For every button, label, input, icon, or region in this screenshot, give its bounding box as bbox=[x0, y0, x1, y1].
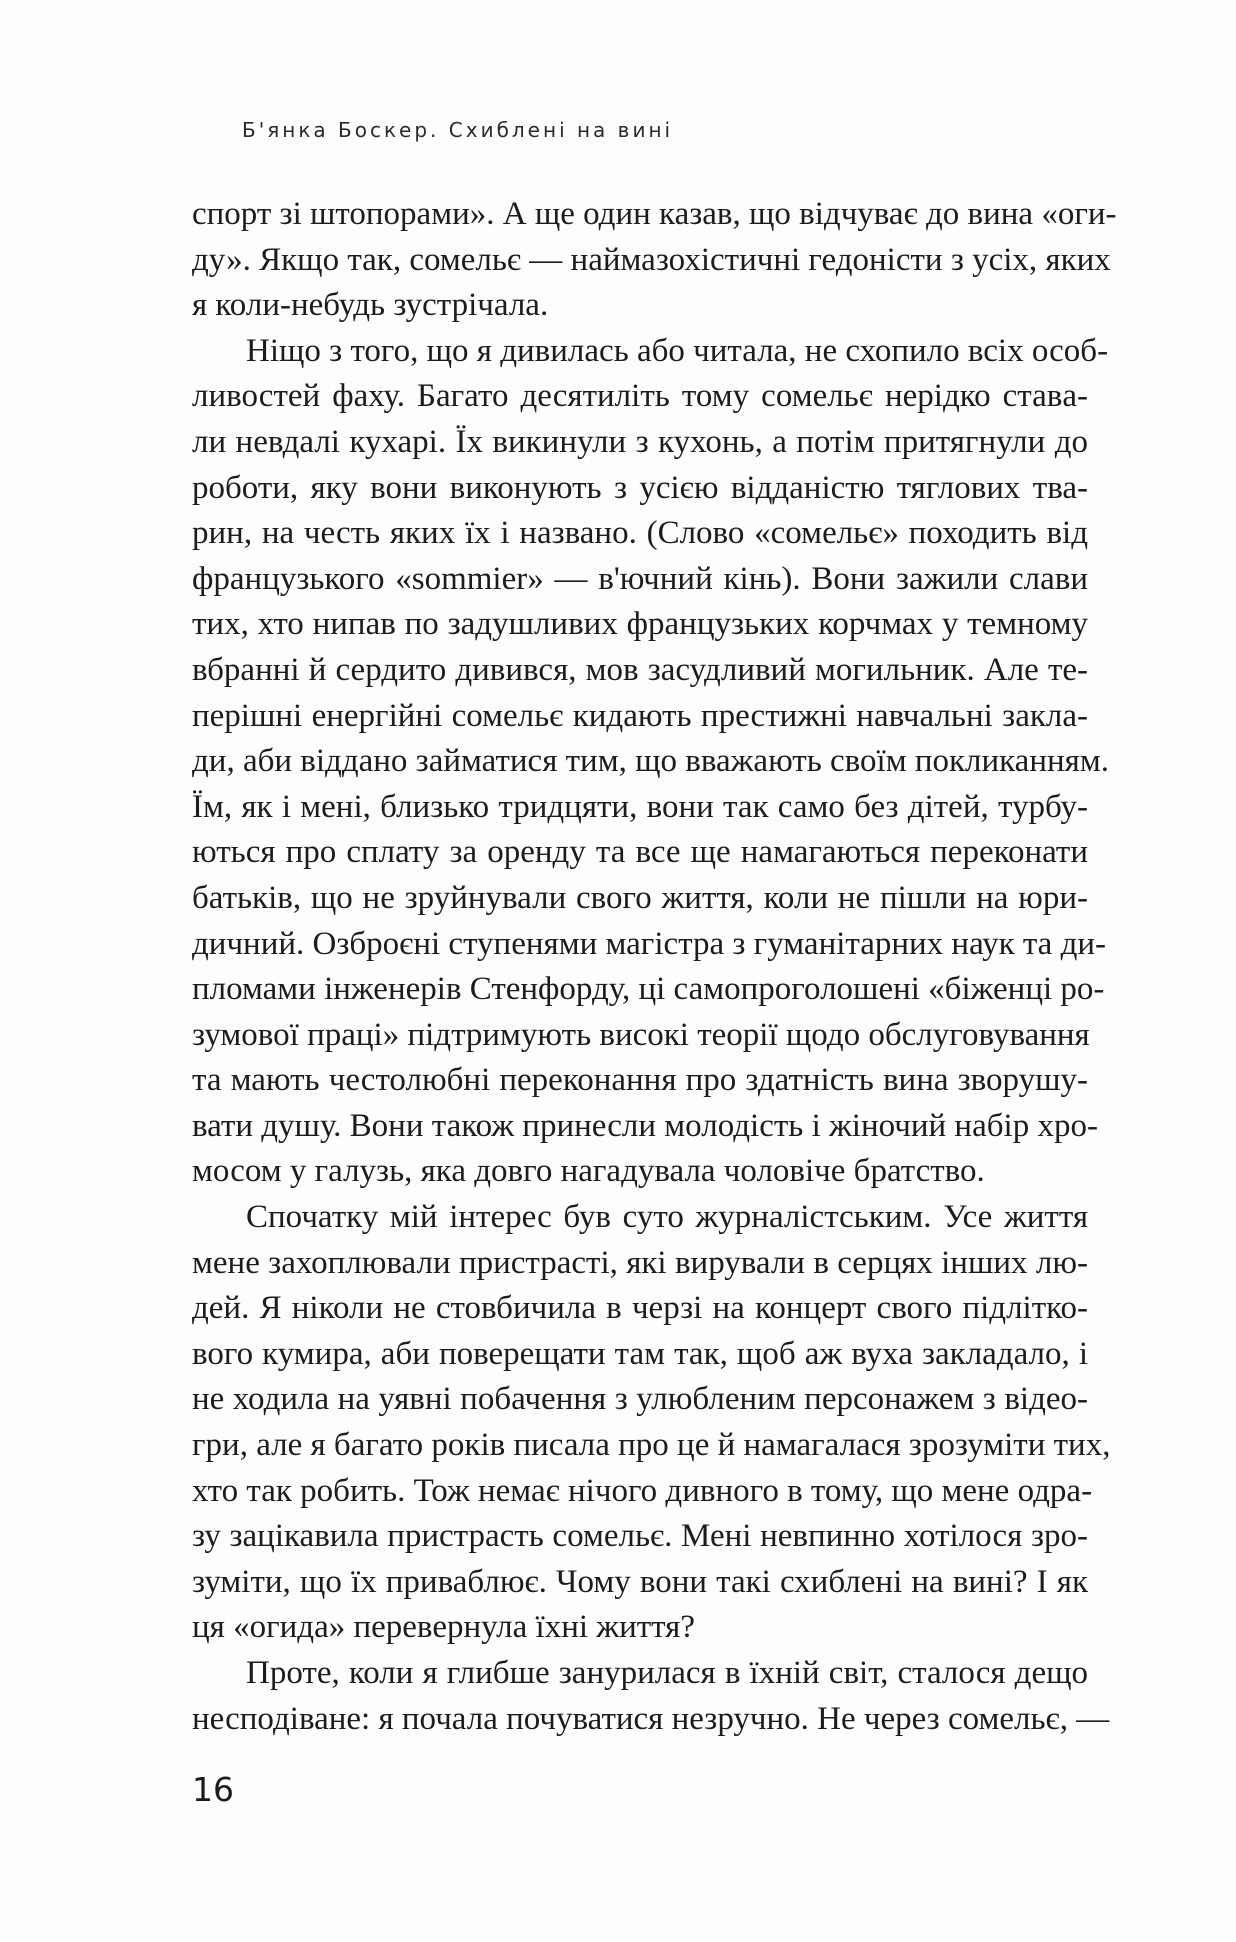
text-line: дей. Я ніколи не стовбичила в черзі на концерт свого підлітко- bbox=[192, 1290, 1088, 1327]
text-line: зумової праці» підтримують високі теорії щодо обслуговування bbox=[192, 1016, 1090, 1053]
text-line: батьків, що не зруйнували свого життя, коли не пішли на юри- bbox=[192, 879, 1088, 916]
text-line: Ніщо з того, що я дивилась або читала, не схопило всіх особ- bbox=[246, 332, 1109, 369]
body-text bbox=[192, 192, 1117, 1742]
paragraph-3 bbox=[192, 1195, 1111, 1651]
running-head: Б'янка Боскер. Схиблені на вині bbox=[242, 118, 674, 142]
text-line: тих, хто нипав по задушливих французьких корчмах у темному bbox=[192, 606, 1088, 643]
text-line: Проте, коли я глибше занурилася в їхній світ, сталося дещо bbox=[246, 1655, 1088, 1691]
text-line: гри, але я багато років писала про це й намагалася зрозуміти тих, bbox=[192, 1427, 1111, 1464]
page-number: 16 bbox=[192, 1770, 234, 1809]
text-line: зуміти, що їх приваблює. Чому вони такі схиблені на вині? І як bbox=[192, 1563, 1088, 1600]
text-line: вбранні й сердито дивився, мов засудливий могильник. Але те- bbox=[192, 651, 1088, 688]
text-line: Спочатку мій інтерес був суто журналістським. Усе життя bbox=[246, 1199, 1088, 1236]
text-line: та мають честолюбні переконання про здатність вина зворушу- bbox=[192, 1062, 1088, 1099]
paragraph-1 bbox=[192, 192, 1117, 329]
text-line: рин, на честь яких їх і названо. (Слово «сомельє» походить від bbox=[192, 515, 1088, 552]
text-line: перішні енергійні сомельє кидають престижні навчальні закла- bbox=[192, 697, 1088, 734]
paragraph-4 bbox=[192, 1651, 1110, 1742]
text-line: ду». Якщо так, сомельє — наймазохістичні гедоністи з усіх, яких bbox=[192, 241, 1111, 278]
text-line: ли невдалі кухарі. Їх викинули з кухонь, а потім притягнули до bbox=[192, 423, 1088, 460]
text-line: я коли-небудь зустрічала. bbox=[192, 287, 549, 324]
text-line: несподіване: я почала почуватися незручно. Не через сомельє, — bbox=[192, 1700, 1110, 1737]
text-line: мене захоплювали пристрасті, які вирували в серцях інших лю- bbox=[192, 1244, 1088, 1281]
text-line: дичний. Озброєні ступенями магістра з гуманітарних наук та ди- bbox=[192, 925, 1107, 962]
text-line: не ходила на уявні побачення з улюбленим персонажем з відео- bbox=[192, 1381, 1088, 1418]
text-line: ця «огида» перевернула їхні життя? bbox=[192, 1609, 695, 1646]
text-line: ливостей фаху. Багато десятиліть тому сомельє нерідко ставa- bbox=[192, 378, 1088, 415]
text-line: вого кумира, аби поверещати там так, щоб аж вуха закладало, і bbox=[192, 1335, 1088, 1372]
text-line: зу зацікавила пристрасть сомельє. Мені невпинно хотілося зро- bbox=[192, 1518, 1088, 1555]
text-line: ються про сплату за оренду та все ще намагаються переконати bbox=[192, 834, 1088, 871]
text-line: пломами інженерів Стенфорду, ці самопроголошені «біженці ро- bbox=[192, 971, 1105, 1008]
text-line: ди, аби віддано займатися тим, що вважають своїм покликанням. bbox=[192, 743, 1109, 780]
text-line: мосом у галузь, яка довго нагадувала чоловіче братство. bbox=[192, 1153, 985, 1190]
text-line: роботи, яку вони виконують з усією відданістю тяглових тва- bbox=[192, 469, 1088, 506]
paragraph-2 bbox=[192, 329, 1109, 1195]
text-line: хто так робить. Тож немає нічого дивного в тому, що мене одра- bbox=[192, 1472, 1093, 1509]
text-line: вати душу. Вони також принесли молодість і жіночий набір хро- bbox=[192, 1107, 1098, 1144]
text-line: спорт зі штопорами». А ще один казав, що відчуває до вина «оги- bbox=[192, 196, 1117, 232]
text-line: французького «sommier» — в'ючний кінь). Вони зажили слави bbox=[192, 560, 1088, 597]
text-line: Їм, як і мені, близько тридцяти, вони так само без дітей, турбу- bbox=[192, 788, 1088, 825]
